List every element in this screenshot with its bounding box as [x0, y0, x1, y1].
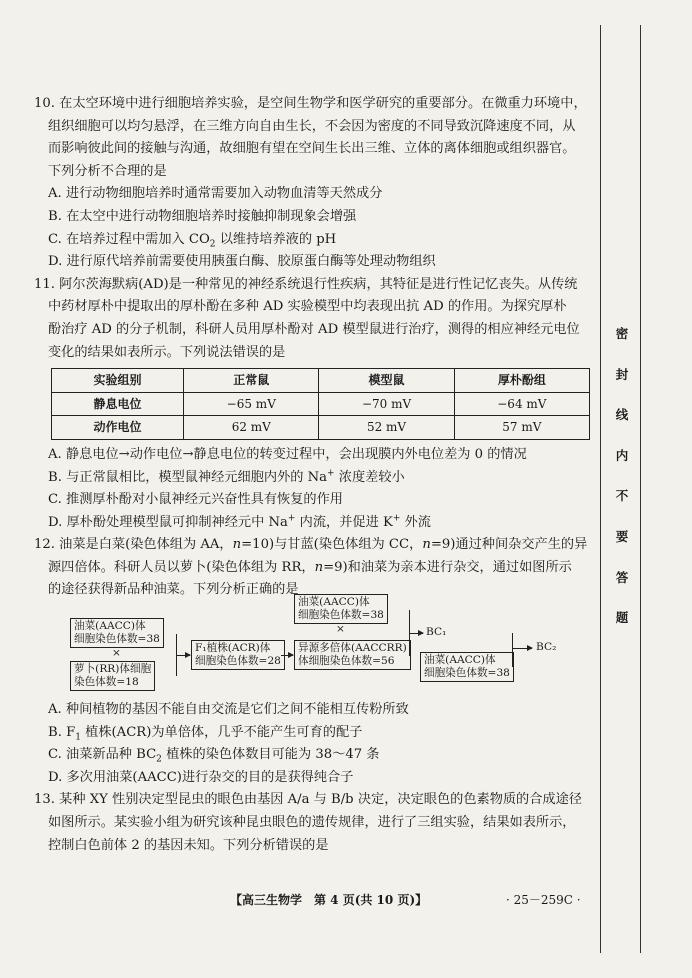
q11-potential-table: [51, 368, 590, 440]
table-header-cell: 厚朴酚组: [454, 369, 589, 393]
margin-line-inner: [600, 25, 601, 953]
bc1-label: BC₁: [426, 626, 447, 639]
q10-stem-line: 10. 在太空环境中进行细胞培养实验，是空间生物学和医学研究的重要部分。在微重力环境中，: [34, 96, 587, 111]
seal-char: 不: [615, 488, 629, 504]
box-rapeseed-backcross-1: 油菜(AACC)体 细胞染色体数=38: [294, 594, 388, 624]
q10-stem-line: 下列分析不合理的是: [48, 163, 167, 179]
cross-symbol: ×: [336, 623, 345, 636]
table-row: [52, 416, 590, 440]
q11-option-b: B. 与正常鼠相比，模型鼠神经元细胞内外的 Na+ 浓度差较小: [48, 468, 405, 485]
q11-stem-line: 中药材厚朴中提取出的厚朴酚在多种 AD 实验模型中均表现出抗 AD 的作用。为探究厚朴: [48, 299, 567, 315]
seal-char: 题: [615, 610, 629, 626]
seal-char: 答: [615, 569, 629, 585]
q11-option-d: D. 厚朴酚处理模型鼠可抑制神经元中 Na+ 内流，并促进 K+ 外流: [48, 513, 431, 530]
q10-option-b: B. 在太空中进行动物细胞培养时接触抑制现象会增强: [48, 208, 357, 224]
q12-stem-line: 12. 油菜是白菜(染色体组为 AA，n=10)与甘蓝(染色体组为 CC，n=9)通过种间杂交产生的异: [34, 537, 588, 553]
q11-option-a: A. 静息电位→动作电位→静息电位的转变过程中，会出现膜内外电位差为 0 的情况: [48, 446, 527, 462]
box-f1-plant: F₁植株(ACR)体 细胞染色体数=28: [191, 640, 285, 670]
q13-stem-line: 13. 某种 XY 性别决定型昆虫的眼色由基因 A/a 与 B/b 决定，决定眼色的色素物质的合成途径: [34, 792, 582, 808]
table-header-cell: 实验组别: [52, 369, 184, 393]
q10-stem-line: 组织细胞可以均匀悬浮，在三维方向自由生长，不会因为密度的不同导致沉降速度不同，从: [48, 118, 576, 134]
q11-option-c: C. 推测厚朴酚对小鼠神经元兴奋性具有恢复的作用: [48, 492, 343, 508]
box-rapeseed-parent: 油菜(AACC)体 细胞染色体数=38: [70, 618, 164, 648]
seal-line-notice: [607, 328, 637, 653]
seal-char: 内: [615, 447, 629, 463]
join-line: [512, 633, 513, 667]
q13-stem-line: 控制白色前体 2 的基因未知。下列分析错误的是: [48, 837, 329, 853]
bc2-label: BC₂: [536, 641, 557, 654]
q12-option-b: B. $F_1$ 植株(ACR)为单倍体，几乎不能产生可育的配子: [48, 724, 363, 743]
q12-stem-line: 的途径获得新品种油菜。下列分析正确的是: [48, 582, 299, 598]
table-cell: 62 mV: [184, 416, 319, 440]
q10-option-d: D. 进行原代培养前需要使用胰蛋白酶、胶原蛋白酶等处理动物组织: [48, 254, 436, 270]
footer-exam-code: · 25－259C ·: [506, 893, 581, 907]
table-row: [52, 392, 590, 416]
seal-char: 封: [615, 366, 629, 382]
footer-page-info: 【高三生物学 第 4 页(共 10 页)】: [230, 893, 428, 907]
cross-symbol: ×: [112, 647, 121, 660]
q11-stem-line: 11. 阿尔茨海默病(AD)是一种常见的神经系统退行性疾病，其特征是进行性记忆丧失。从传统: [34, 276, 578, 292]
box-allopolyploid: 异源多倍体(AACCRR) 体细胞染色体数=56: [294, 640, 411, 670]
q12-option-d: D. 多次用油菜(AACC)进行杂交的目的是获得纯合子: [48, 769, 354, 785]
seal-char: 密: [615, 326, 629, 341]
box-rapeseed-backcross-2: 油菜(AACC)体 细胞染色体数=38: [420, 652, 514, 682]
box-radish-parent: 萝卜(RR)体细胞 染色体数=18: [70, 661, 155, 691]
q11-stem-line: 变化的结果如表所示。下列说法错误的是: [48, 344, 286, 360]
q12-option-c: C. 油菜新品种 $BC_2$ 植株的染色体数目可能为 38～47 条: [48, 747, 380, 765]
table-cell: −64 mV: [454, 392, 589, 416]
table-cell: 57 mV: [454, 416, 589, 440]
table-cell: −70 mV: [319, 392, 454, 416]
table-header-cell: 正常鼠: [184, 369, 319, 393]
arrow-to-f1: [176, 655, 190, 656]
margin-line-outer: [640, 25, 641, 953]
arrow-to-bc1: [409, 633, 423, 634]
arrow-to-polyploid: [281, 655, 293, 656]
seal-char: 线: [615, 407, 629, 423]
q10-option-a: A. 进行动物细胞培养时通常需要加入动物血清等天然成分: [48, 186, 383, 202]
seal-char: 要: [615, 528, 629, 544]
table-header-cell: 模型鼠: [319, 369, 454, 393]
q12-breeding-diagram: [34, 596, 590, 697]
q11-stem-line: 酚治疗 AD 的分子机制，科研人员用厚朴酚对 AD 模型鼠进行治疗，测得的相应神经元电位: [48, 321, 580, 337]
q13-stem-line: 如图所示。某实验小组为研究该种昆虫眼色的遗传规律，进行了三组实验，结果如表所示，: [48, 815, 576, 831]
q12-stem-line: 源四倍体。科研人员以萝卜(染色体组为 RR，n=9)和油菜为亲本进行杂交，通过如图所示: [48, 559, 572, 575]
table-cell: 动作电位: [52, 416, 184, 440]
table-cell: −65 mV: [184, 392, 319, 416]
arrow-to-bc2: [512, 648, 532, 649]
table-cell: 52 mV: [319, 416, 454, 440]
q10-option-c: C. 在培养过程中需加入 $CO_2$ 以维持培养液的 pH: [48, 231, 337, 250]
q12-option-a: A. 种间植物的基因不能自由交流是它们之间不能相互传粉所致: [48, 702, 409, 718]
table-cell: 静息电位: [52, 392, 184, 416]
questions-body: [34, 93, 590, 857]
table-header-row: [52, 369, 590, 393]
q10-stem-line: 而影响彼此间的接触与沟通，故细胞有望在空间生长出三维、立体的离体细胞或组织器官。: [48, 141, 576, 157]
